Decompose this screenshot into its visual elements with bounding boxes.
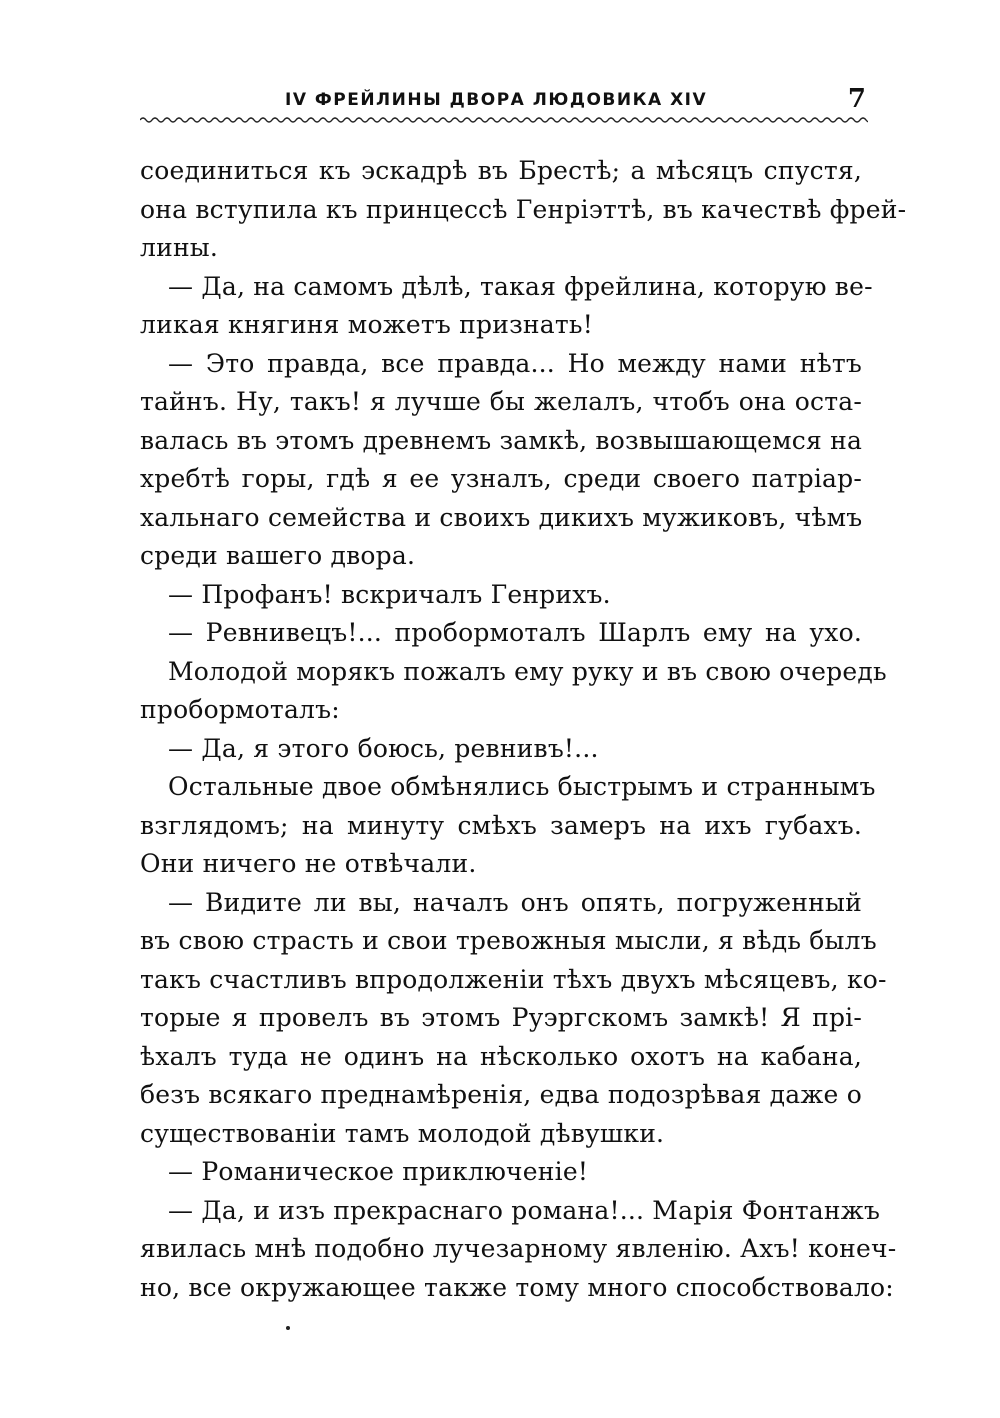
page-header [140,86,868,130]
text-line: она вступила къ принцессѣ Генріэттѣ, въ качествѣ фрей- [140,194,907,224]
text-line: — Профанъ! вскричалъ Генрихъ. [168,579,611,609]
text-line: въ свою страсть и свои тревожныя мысли, я вѣдь былъ [140,926,877,955]
text-line: но, все окружающее также тому много способствовало: [140,1272,894,1302]
text-line: Остальные двое обмѣнялись быстрымъ и страннымъ [168,772,876,801]
body-text [140,152,907,1307]
text-line: — Романическое приключеніе! [168,1157,589,1186]
text-line: валась въ этомъ древнемъ замкѣ, возвышающемся на [140,425,863,455]
text-line: — Да, и изъ прекраснаго романа!... Марія Фонтанжъ [168,1195,881,1225]
text-line: лины. [140,233,219,262]
text-line: существованіи тамъ молодой дѣвушки. [140,1118,665,1148]
text-line: явилась мнѣ подобно лучезарному явленію. Ахъ! конеч- [140,1234,897,1263]
text-line: пробормоталъ: [140,695,340,724]
page-number: 7 [847,84,866,114]
text-line: безъ всякаго преднамѣренія, едва подозрѣвая даже о [140,1080,862,1109]
text-line: хребтѣ горы, гдѣ я ее узналъ, среди своего патріар- [140,464,862,493]
text-line: такъ счастливъ впродолженіи тѣхъ двухъ мѣсяцевъ, ко- [140,964,887,994]
text-line: хальнаго семейства и своихъ дикихъ мужиковъ, чѣмъ [140,502,863,532]
text-line: ликая княгиня можетъ признать! [140,310,593,339]
text-line: тайнъ. Ну, такъ! я лучше бы желалъ, чтобъ она оста- [140,387,862,416]
text-line: — Ревнивецъ!... пробормоталъ Шарлъ ему на ухо. [168,618,862,647]
text-line: — Да, на самомъ дѣлѣ, такая фрейлина, которую ве- [168,271,873,301]
text-line: ѣхалъ туда не одинъ на нѣсколько охотъ на кабана, [140,1041,862,1071]
running-head: IV ФРЕЙЛИНЫ ДВОРА ЛЮДОВИКА XIV [285,90,708,110]
text-line: Они ничего не отвѣчали. [140,849,477,878]
text-line: соединиться къ эскадрѣ въ Брестѣ; а мѣсяцъ спустя, [140,156,862,185]
text-line: торые я провелъ въ этомъ Руэргскомъ замкѣ! Я прі- [140,1003,862,1032]
wavy-rule [140,116,868,124]
text-line: среди вашего двора. [140,541,416,570]
text-line: — Это правда, все правда... Но между нами нѣтъ [168,348,862,378]
text-line: взглядомъ; на минуту смѣхъ замеръ на ихъ губахъ. [140,810,862,840]
text-line: Молодой морякъ пожалъ ему руку и въ свою очередь [168,656,887,686]
text-line: — Да, я этого боюсь, ревнивъ!... [168,733,599,763]
text-line: — Видите ли вы, началъ онъ опять, погруженный [168,887,862,917]
ink-speck [286,1326,290,1330]
